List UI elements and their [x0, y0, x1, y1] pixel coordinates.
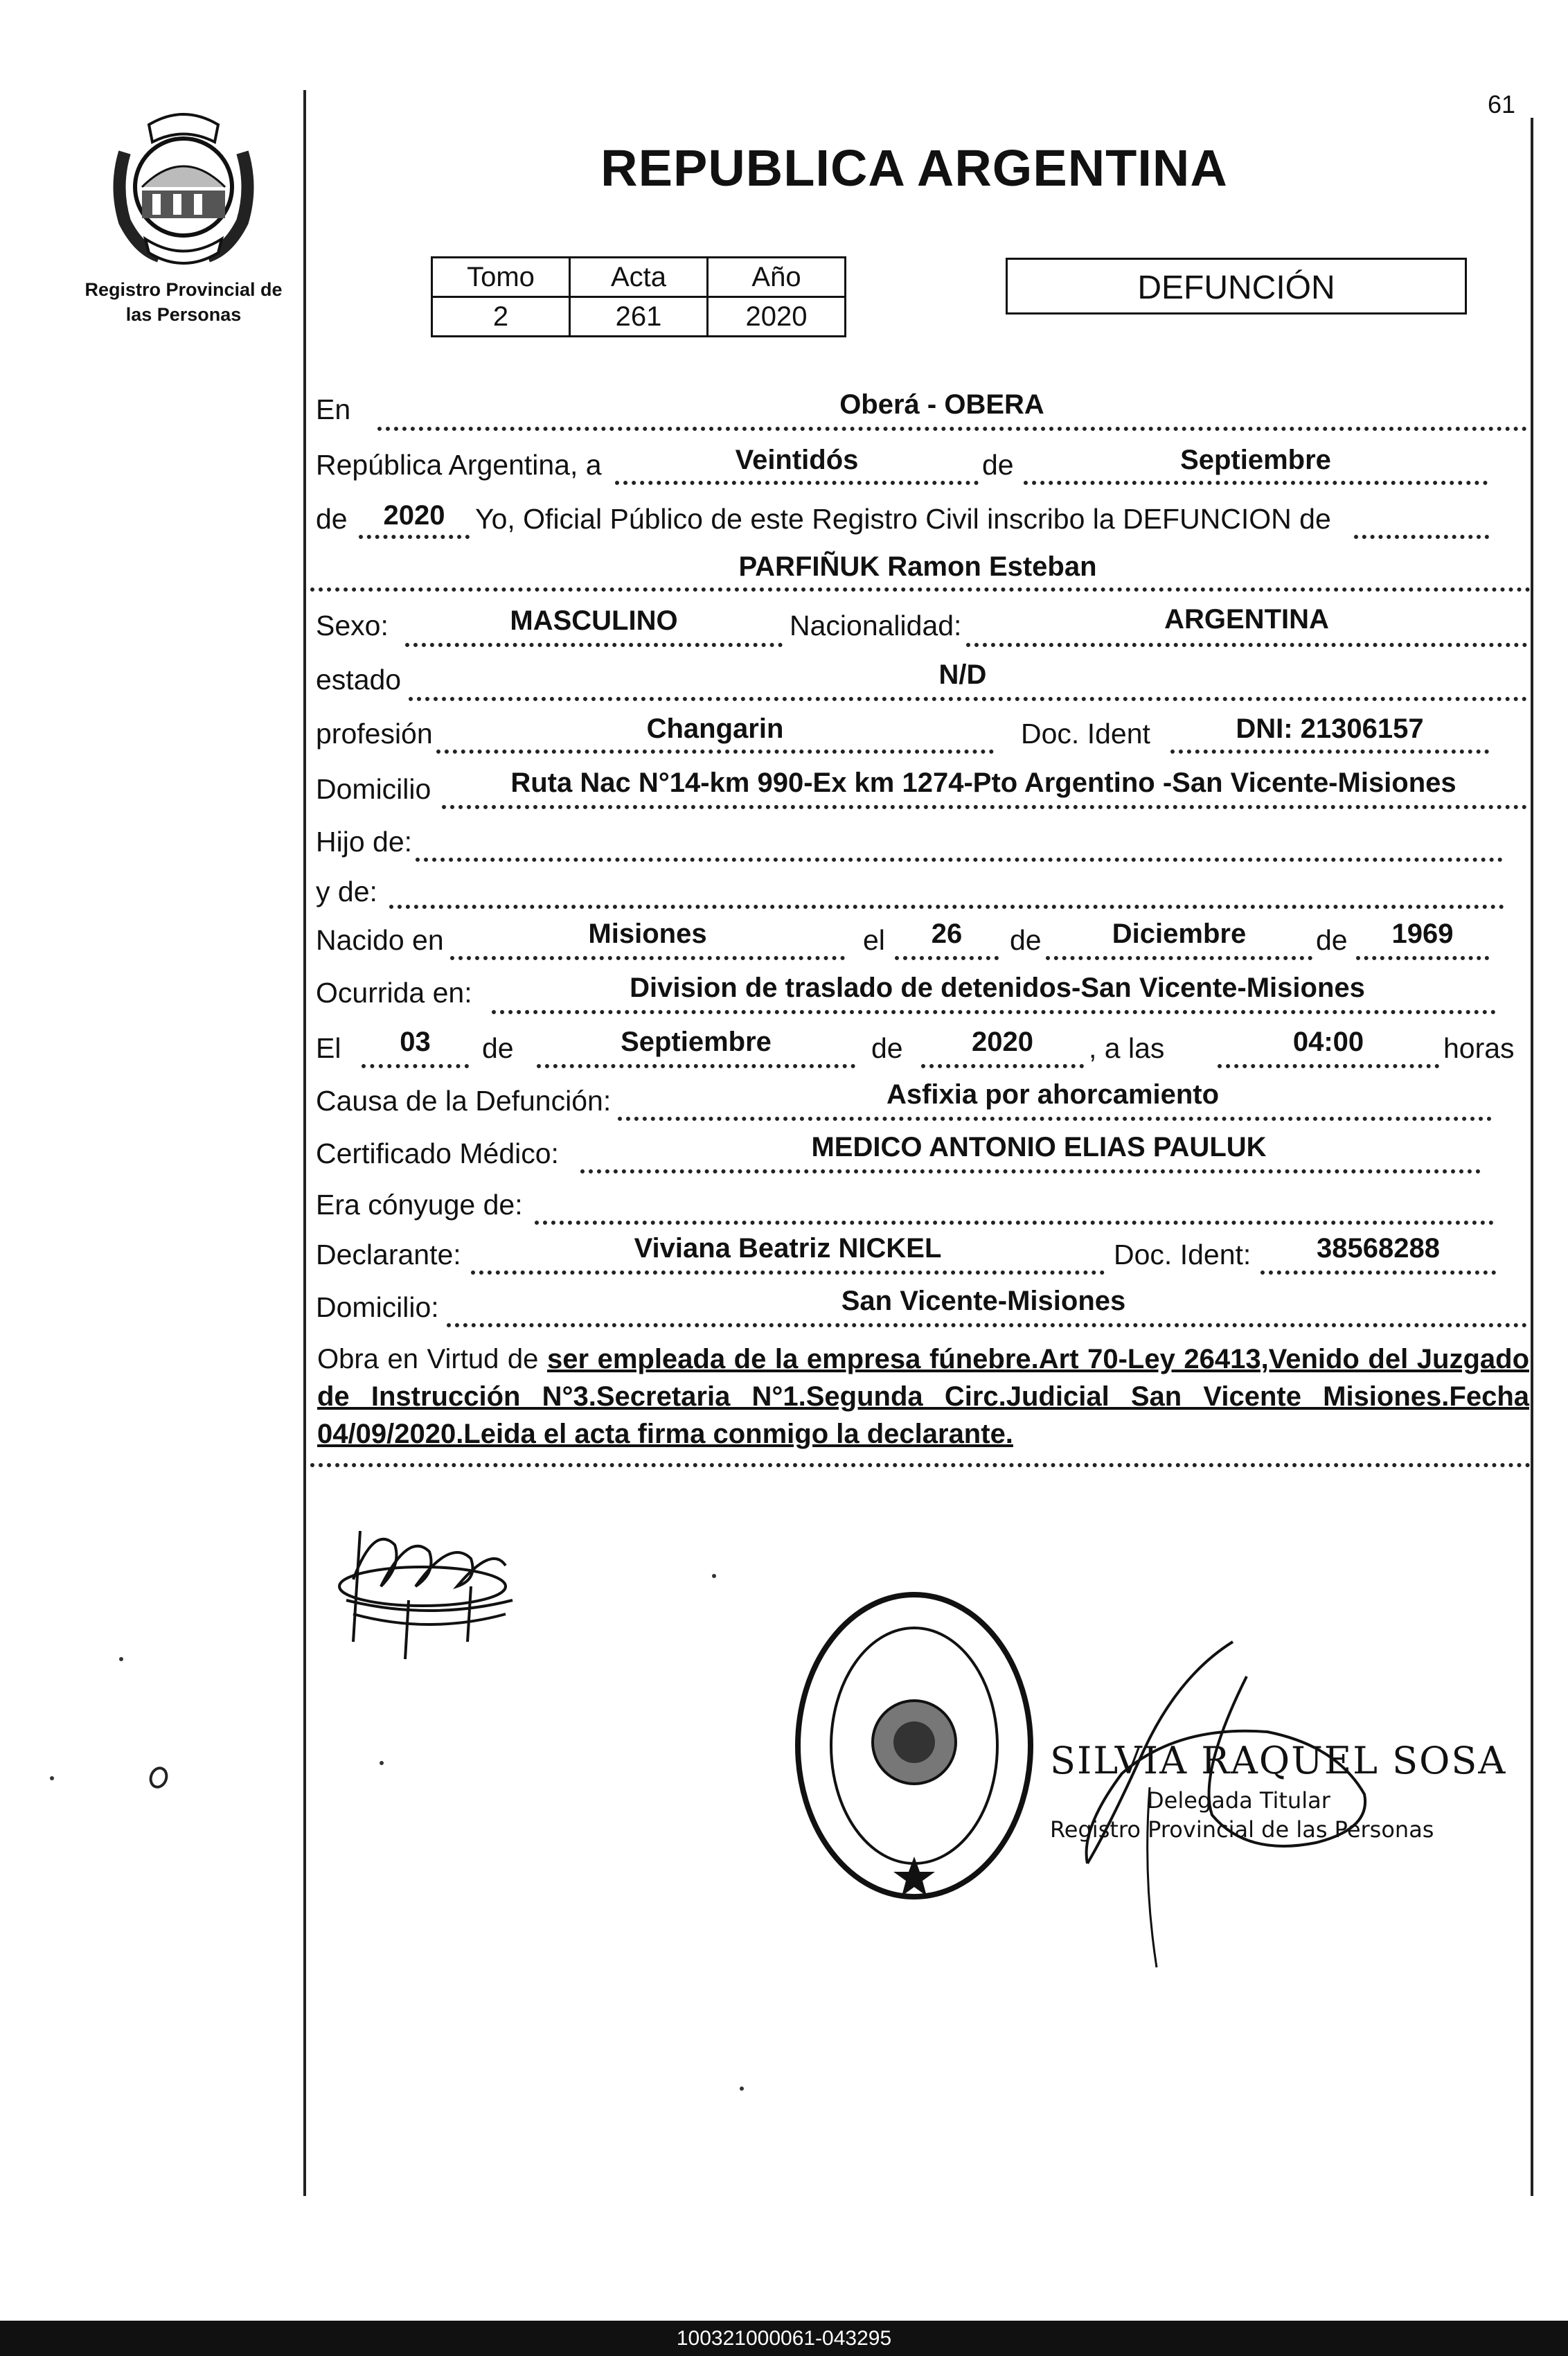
value-declarant-address: San Vicente-Misiones	[841, 1286, 1126, 1316]
page-number: 61	[1488, 90, 1516, 118]
scan-speck	[119, 1657, 123, 1661]
value-death-year: 2020	[972, 1027, 1033, 1057]
value-certifying-doctor: MEDICO ANTONIO ELIAS PAULUK	[811, 1132, 1267, 1162]
field-line	[1218, 1064, 1439, 1068]
field-line	[436, 750, 994, 754]
field-line	[895, 956, 999, 960]
field-line	[471, 1270, 1105, 1275]
value-civil-status: N/D	[938, 659, 987, 690]
field-line	[580, 1169, 1481, 1173]
value-deceased-name: PARFIÑUK Ramon Esteban	[738, 551, 1097, 582]
value-birth-day: 26	[931, 919, 963, 949]
field-line	[310, 587, 1531, 592]
value-locality: Oberá - OBERA	[839, 389, 1044, 420]
right-rule	[1531, 118, 1533, 2196]
legal-paragraph	[317, 1340, 1529, 1453]
field-line	[537, 1064, 855, 1068]
label-horas: horas	[1443, 1032, 1515, 1064]
label-sexo: Sexo:	[316, 610, 389, 641]
value-day-words: Veintidós	[735, 445, 859, 475]
value-death-place: Division de traslado de detenidos-San Vicente-Misiones	[630, 973, 1365, 1003]
label-hijo-de: Hijo de:	[316, 826, 413, 858]
signer-office: Registro Provincial de las Personas	[1050, 1816, 1434, 1843]
field-line	[921, 1064, 1084, 1068]
field-line	[615, 481, 979, 485]
label-profesion: profesión	[316, 718, 433, 750]
issuer-caption-line1: Registro Provincial de	[84, 279, 283, 300]
field-line	[535, 1221, 1494, 1225]
value-nationality: ARGENTINA	[1164, 604, 1329, 635]
label-de: de	[982, 449, 1014, 481]
official-seal	[790, 1586, 1039, 1905]
label-ocurrida-en: Ocurrida en:	[316, 977, 472, 1009]
reference-table	[431, 256, 846, 337]
label-de: de	[482, 1032, 514, 1064]
value-death-month: Septiembre	[621, 1027, 772, 1057]
label-de: de	[871, 1032, 903, 1064]
label-domicilio2: Domicilio:	[316, 1291, 439, 1323]
value-cause: Asfixia por ahorcamiento	[886, 1079, 1220, 1110]
value-year: 2020	[383, 500, 445, 531]
scan-speck	[50, 1776, 54, 1780]
left-rule	[303, 90, 306, 2196]
document-barcode-code: 100321000061-043295	[0, 2321, 1568, 2356]
scan-speck	[712, 1574, 716, 1578]
value-sex: MASCULINO	[510, 605, 678, 636]
label-y-de: y de:	[316, 876, 377, 907]
value-death-day: 03	[400, 1027, 431, 1057]
value-acta: 261	[570, 297, 708, 337]
value-tomo: 2	[432, 297, 570, 337]
label-de: de	[316, 503, 348, 535]
field-line	[447, 1323, 1527, 1327]
label-conyuge: Era cónyuge de:	[316, 1189, 523, 1221]
label-en: En	[316, 393, 351, 425]
legal-prefix: Obra en Virtud de	[317, 1344, 539, 1374]
label-de: de	[1316, 924, 1348, 956]
value-birth-month: Diciembre	[1112, 919, 1247, 949]
label-causa: Causa de la Defunción:	[316, 1085, 612, 1117]
label-el: el	[863, 924, 885, 956]
header-acta: Acta	[570, 258, 708, 297]
document-title: REPUBLICA ARGENTINA	[600, 139, 1228, 197]
label-declarante: Declarante:	[316, 1239, 461, 1270]
value-death-time: 04:00	[1292, 1027, 1364, 1057]
value-ano: 2020	[708, 297, 846, 337]
field-line	[416, 858, 1503, 862]
reference-table-row	[432, 297, 846, 337]
field-line	[409, 697, 1527, 701]
field-line	[310, 1463, 1531, 1467]
scan-speck	[740, 2087, 744, 2091]
header-tomo: Tomo	[432, 258, 570, 297]
reference-table-header	[432, 258, 846, 297]
field-line	[966, 643, 1527, 647]
label-domicilio: Domicilio	[316, 773, 431, 805]
value-birth-place: Misiones	[588, 919, 707, 949]
field-line	[1260, 1270, 1496, 1275]
field-line	[405, 643, 783, 647]
label-yo: Yo, Oficial Público de este Registro Civil inscribo la DEFUNCION de	[475, 503, 1331, 535]
signer-name: SILVIA RAQUEL SOSA	[1050, 1739, 1507, 1782]
label-de: de	[1010, 924, 1042, 956]
value-month: Septiembre	[1180, 445, 1331, 475]
field-line	[1354, 535, 1489, 539]
label-republica: República Argentina, a	[316, 449, 602, 481]
field-line	[442, 805, 1527, 809]
field-line	[359, 535, 470, 539]
value-birth-year: 1969	[1391, 919, 1454, 949]
value-declarant-id: 38568288	[1317, 1233, 1440, 1264]
field-line	[389, 905, 1504, 909]
signer-role: Delegada Titular	[1147, 1787, 1330, 1814]
label-certificado: Certificado Médico:	[316, 1137, 559, 1169]
label-doc-ident: Doc. Ident	[1021, 718, 1150, 750]
value-address: Ruta Nac N°14-km 990-Ex km 1274-Pto Argentino -San Vicente-Misiones	[510, 768, 1456, 798]
label-el-cap: El	[316, 1032, 341, 1064]
field-line	[1046, 956, 1312, 960]
field-line	[492, 1010, 1496, 1014]
legal-body: ser empleada de la empresa fúnebre.Art 70-Ley 26413,Venido del Juzgado de Instrucción N°3.Secretaria N°1.Segunda Circ.Judicial San Vicente Misiones.Fecha 04/09/2020.Leida el acta firma conmigo la declarante.	[317, 1344, 1529, 1449]
scan-speck	[380, 1761, 384, 1765]
field-line	[1356, 956, 1489, 960]
field-line	[450, 956, 845, 960]
field-line	[1024, 481, 1488, 485]
field-line	[618, 1117, 1492, 1121]
document-type-box: DEFUNCIÓN	[1006, 258, 1467, 315]
label-estado: estado	[316, 664, 402, 696]
value-id-document: DNI: 21306157	[1236, 714, 1424, 744]
label-a-las: , a las	[1089, 1032, 1165, 1064]
declarant-signature	[332, 1503, 526, 1663]
coat-of-arms-logo	[111, 104, 256, 270]
label-nacido-en: Nacido en	[316, 924, 444, 956]
field-line	[1170, 750, 1489, 754]
value-declarant: Viviana Beatriz NICKEL	[634, 1233, 942, 1264]
issuer-caption-line2: las Personas	[125, 304, 242, 325]
field-line	[362, 1064, 469, 1068]
scan-mark	[146, 1764, 170, 1791]
value-profession: Changarin	[646, 714, 784, 744]
label-doc-ident2: Doc. Ident:	[1114, 1239, 1251, 1270]
label-nacionalidad: Nacionalidad:	[790, 610, 962, 641]
header-ano: Año	[708, 258, 846, 297]
field-line	[377, 427, 1527, 431]
issuer-caption	[76, 277, 291, 327]
